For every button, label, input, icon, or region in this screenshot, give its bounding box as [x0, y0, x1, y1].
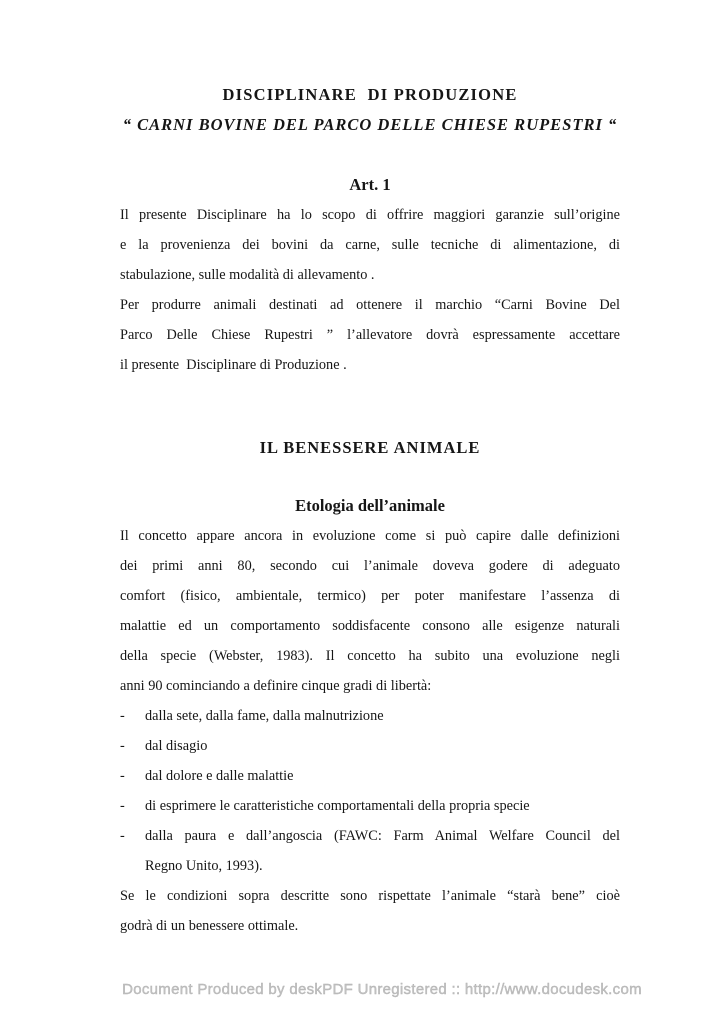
- bullet-marker: -: [120, 708, 125, 724]
- text-line: dalla paura e dall’angoscia (FAWC: Farm Animal Welfare Council del: [145, 828, 620, 844]
- document-body: [120, 80, 620, 941]
- text-line: di esprimere le caratteristiche comportamentali della propria specie: [145, 798, 530, 814]
- text-line: dei primi anni 80, secondo cui l’animale doveva godere di adeguato: [120, 558, 620, 574]
- text-line: Per produrre animali destinati ad ottenere il marchio “Carni Bovine Del: [120, 297, 620, 313]
- text-line: e la provenienza dei bovini da carne, sulle tecniche di alimentazione, di: [120, 237, 620, 253]
- list-item: [120, 701, 620, 731]
- bullet-marker: -: [120, 738, 125, 754]
- paragraph: [120, 881, 620, 941]
- text-line: malattie ed un comportamento soddisfacente consono alle esigenze naturali: [120, 618, 620, 634]
- text-line: Il presente Disciplinare ha lo scopo di offrire maggiori garanzie sull’origine: [120, 207, 620, 223]
- text-line: comfort (fisico, ambientale, termico) per poter manifestare l’assenza di: [120, 588, 620, 604]
- text-line: Il concetto appare ancora in evoluzione come si può capire dalle definizioni: [120, 528, 620, 544]
- footer-watermark: Document Produced by deskPDF Unregistered :: http://www.docudesk.com: [122, 981, 642, 998]
- page-title: DISCIPLINARE DI PRODUZIONE: [222, 85, 518, 104]
- list-item: [120, 761, 620, 791]
- text-line: anni 90 cominciando a definire cinque gradi di libertà:: [120, 678, 432, 694]
- list-item: [120, 821, 620, 881]
- bullet-marker: -: [120, 828, 125, 844]
- bullet-marker: -: [120, 798, 125, 814]
- text-line: della specie (Webster, 1983). Il concetto ha subito una evoluzione negli: [120, 648, 620, 664]
- page-subtitle: “ CARNI BOVINE DEL PARCO DELLE CHIESE RUPESTRI “: [122, 115, 618, 134]
- list-item: [120, 791, 620, 821]
- text-line: dal dolore e dalle malattie: [145, 768, 294, 784]
- paragraph: [120, 200, 620, 290]
- text-line: dal disagio: [145, 738, 208, 754]
- section-heading: IL BENESSERE ANIMALE: [259, 438, 481, 457]
- list-item: [120, 731, 620, 761]
- article-heading: Art. 1: [349, 175, 391, 194]
- subsection-heading: Etologia dell’animale: [295, 496, 445, 515]
- bullet-marker: -: [120, 768, 125, 784]
- text-line: Regno Unito, 1993).: [145, 858, 263, 874]
- text-line: Se le condizioni sopra descritte sono rispettate l’animale “starà bene” cioè: [120, 888, 620, 904]
- text-line: Parco Delle Chiese Rupestri ” l’allevatore dovrà espressamente accettare: [120, 327, 620, 343]
- paragraph: [120, 521, 620, 701]
- text-line: stabulazione, sulle modalità di allevamento .: [120, 267, 375, 283]
- text-line: godrà di un benessere ottimale.: [120, 918, 299, 934]
- bullet-list: [120, 701, 620, 881]
- text-line: il presente Disciplinare di Produzione .: [120, 357, 347, 373]
- text-line: dalla sete, dalla fame, dalla malnutrizione: [145, 708, 384, 724]
- paragraph: [120, 290, 620, 380]
